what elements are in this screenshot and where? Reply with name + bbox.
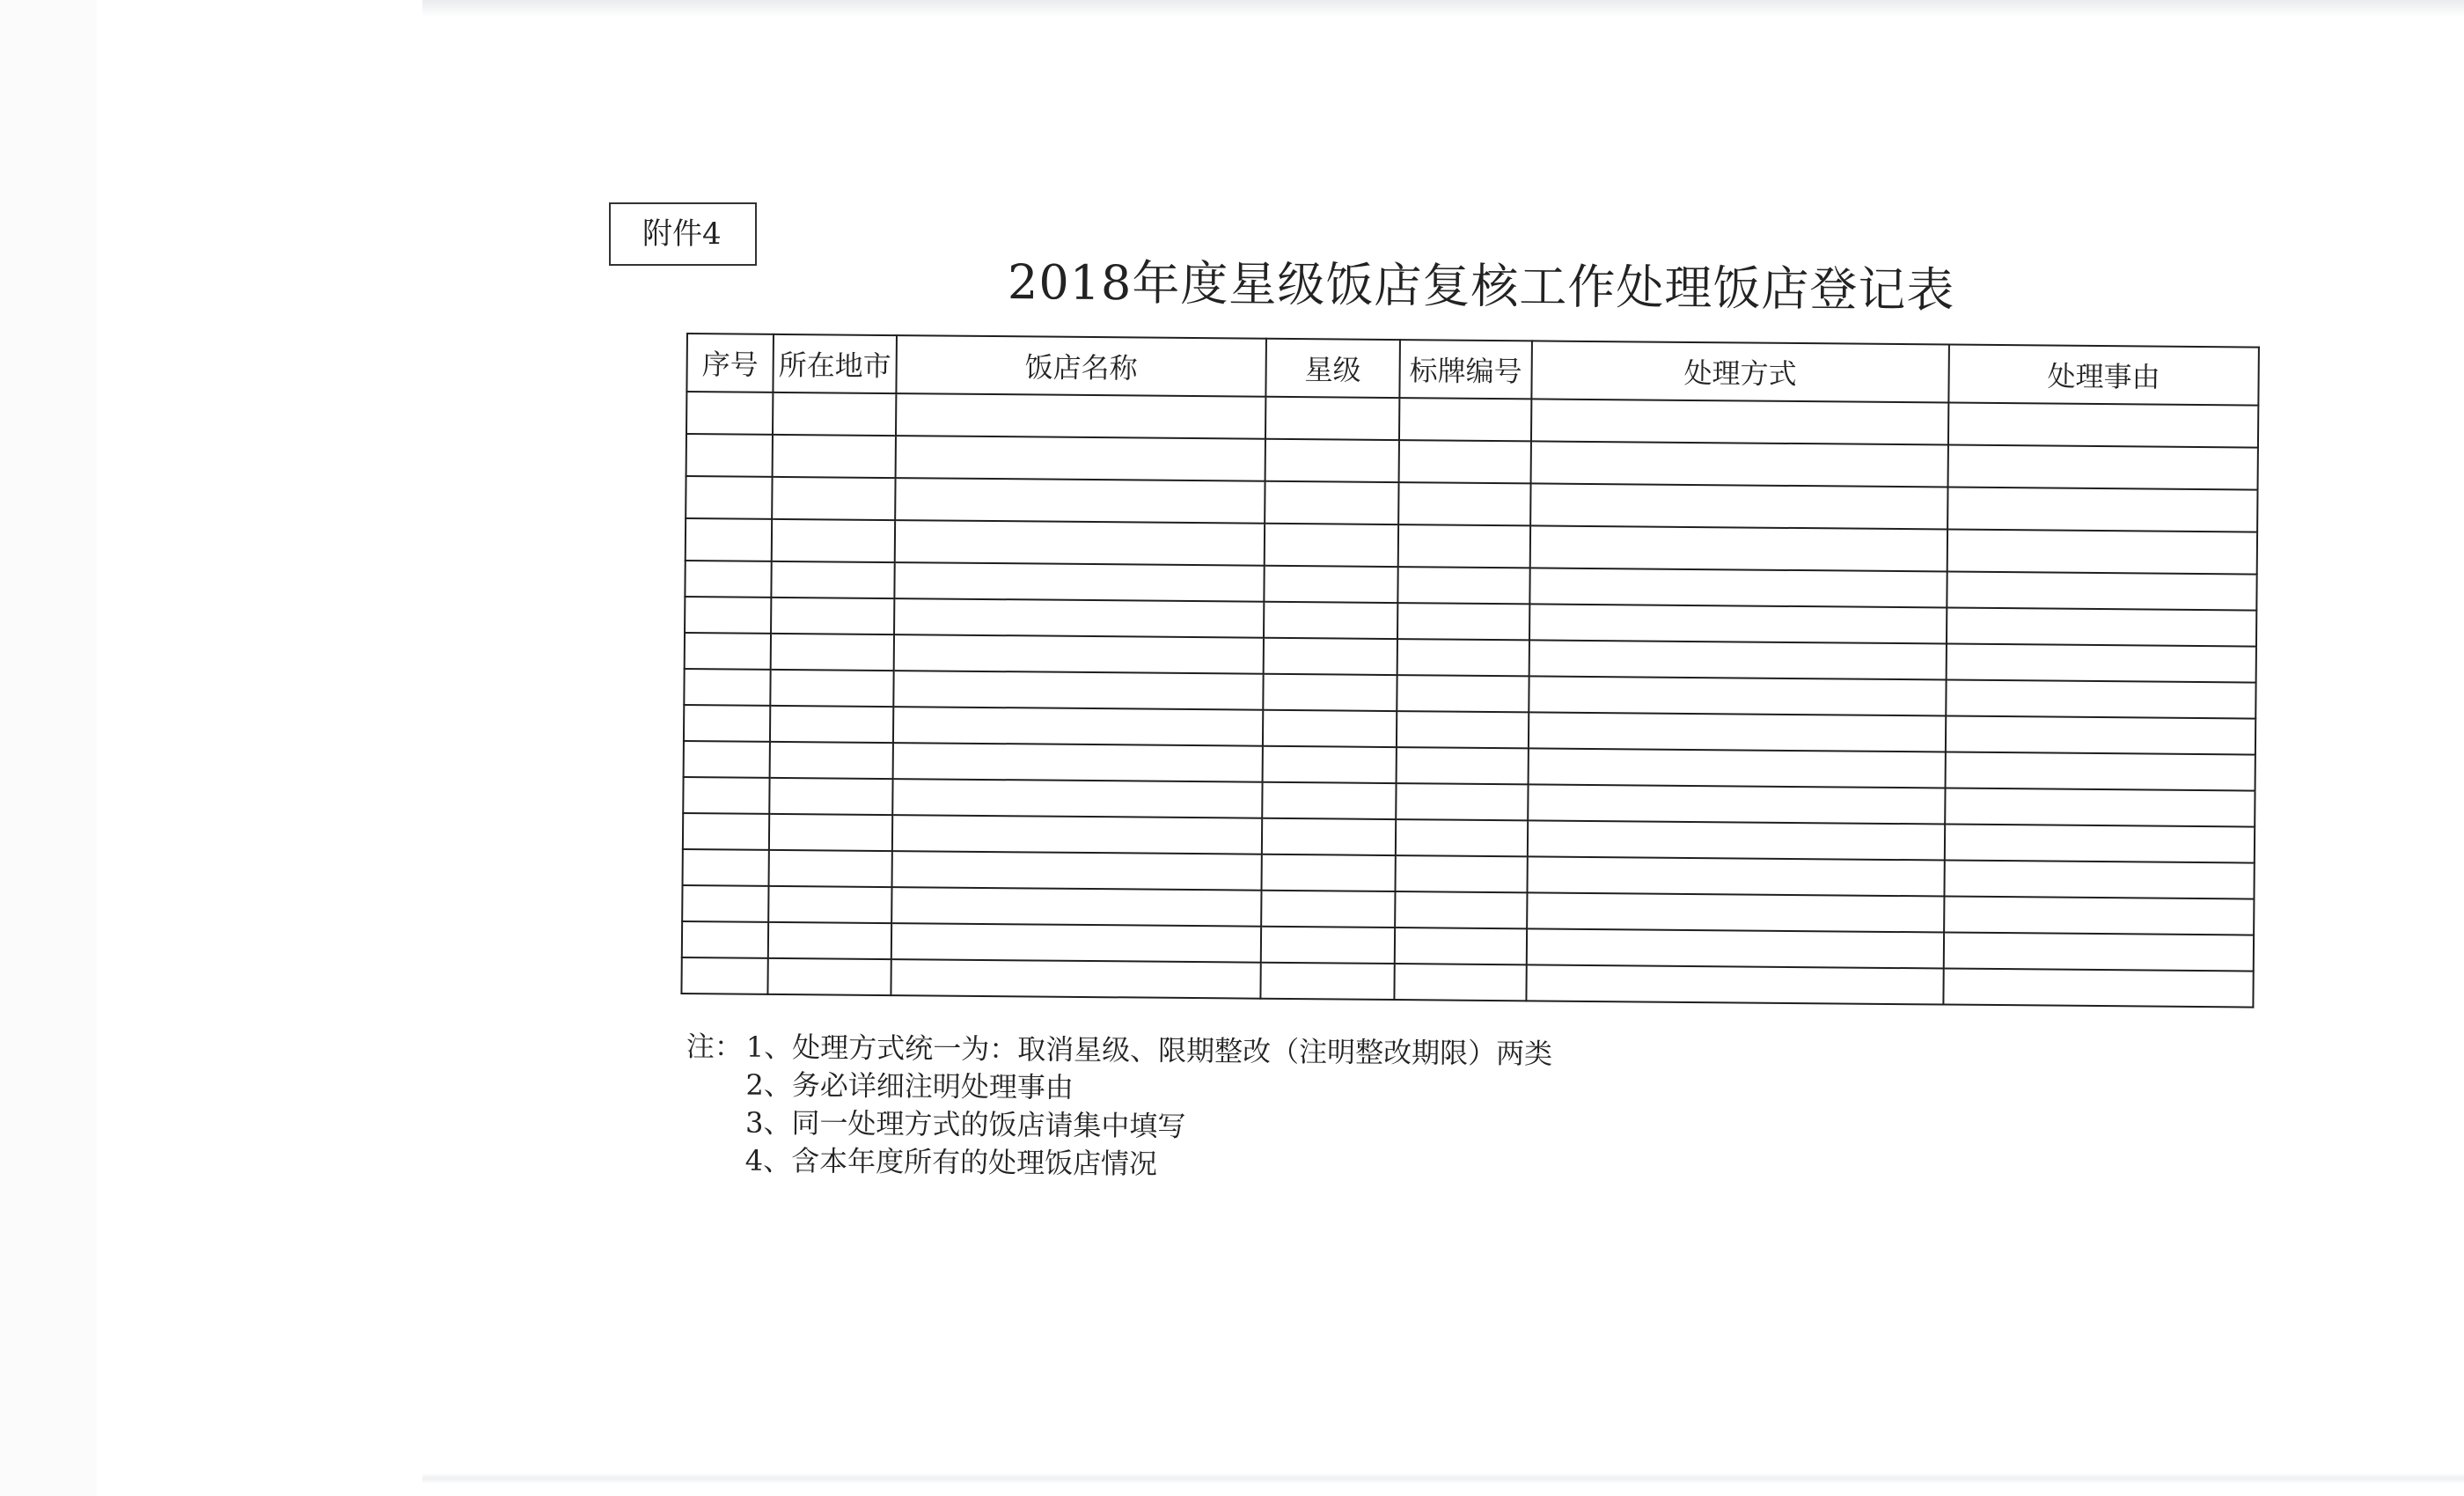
table-cell[interactable] bbox=[1395, 891, 1527, 928]
table-cell[interactable] bbox=[1263, 674, 1397, 711]
table-cell[interactable] bbox=[1397, 567, 1529, 604]
table-cell[interactable] bbox=[893, 671, 1263, 710]
table-cell[interactable] bbox=[1947, 608, 2256, 647]
table-cell[interactable] bbox=[1265, 481, 1398, 524]
table-cell[interactable] bbox=[1947, 572, 2256, 611]
header-hotel-name: 饭店名称 bbox=[896, 335, 1266, 397]
table-cell[interactable] bbox=[1265, 524, 1398, 567]
table-cell[interactable] bbox=[683, 813, 769, 850]
table-cell[interactable] bbox=[1527, 892, 1944, 932]
table-cell[interactable] bbox=[1264, 638, 1397, 675]
table-cell[interactable] bbox=[1947, 530, 2257, 575]
table-cell[interactable] bbox=[1397, 747, 1529, 784]
table-cell[interactable] bbox=[1395, 855, 1527, 892]
table-cell[interactable] bbox=[1944, 932, 2254, 971]
table-cell[interactable] bbox=[1397, 711, 1529, 748]
table-body bbox=[681, 392, 2258, 1008]
table-cell[interactable] bbox=[685, 633, 771, 670]
attachment-label: 附件4 bbox=[609, 202, 757, 266]
table-cell[interactable] bbox=[1399, 398, 1531, 441]
table-cell[interactable] bbox=[768, 922, 891, 959]
table-cell[interactable] bbox=[1398, 524, 1530, 568]
table-cell[interactable] bbox=[686, 392, 773, 435]
table-cell[interactable] bbox=[1526, 964, 1943, 1004]
scan-margin-left bbox=[0, 0, 97, 1496]
header-serial-number: 序号 bbox=[686, 334, 774, 392]
table-cell[interactable] bbox=[1396, 819, 1528, 856]
table-cell[interactable] bbox=[895, 478, 1265, 524]
table-cell[interactable] bbox=[1397, 639, 1529, 676]
table-cell[interactable] bbox=[1399, 440, 1531, 483]
table-cell[interactable] bbox=[892, 815, 1262, 854]
table-cell[interactable] bbox=[1944, 896, 2254, 935]
table-cell[interactable] bbox=[1947, 488, 2257, 532]
table-cell[interactable] bbox=[1264, 566, 1397, 603]
table-cell[interactable] bbox=[1530, 483, 1947, 529]
table-cell[interactable] bbox=[1395, 928, 1527, 964]
table-cell[interactable] bbox=[1262, 818, 1396, 855]
table-cell[interactable] bbox=[894, 598, 1264, 638]
note-text: 2、务必详细注明处理事由 bbox=[745, 1067, 1074, 1104]
table-cell[interactable] bbox=[896, 393, 1265, 439]
hotel-register-table bbox=[680, 333, 2259, 1008]
table-cell[interactable] bbox=[1945, 788, 2255, 827]
table-cell[interactable] bbox=[681, 957, 767, 994]
table-cell[interactable] bbox=[1262, 782, 1396, 819]
table-cell[interactable] bbox=[1397, 603, 1529, 640]
table-cell[interactable] bbox=[891, 959, 1260, 999]
table-cell[interactable] bbox=[771, 598, 894, 634]
table-cell[interactable] bbox=[684, 669, 770, 706]
table-cell[interactable] bbox=[771, 634, 894, 671]
table-cell[interactable] bbox=[1263, 710, 1397, 747]
table-cell[interactable] bbox=[770, 742, 893, 779]
table-cell[interactable] bbox=[891, 887, 1261, 927]
table-cell[interactable] bbox=[894, 634, 1264, 674]
table-cell[interactable] bbox=[1396, 783, 1528, 820]
table-cell[interactable] bbox=[769, 850, 892, 887]
table-cell[interactable] bbox=[683, 849, 769, 886]
page-title: 2018年度星级饭店复核工作处理饭店登记表 bbox=[1007, 254, 1955, 319]
table-cell[interactable] bbox=[893, 707, 1263, 746]
header-city: 所在地市 bbox=[773, 334, 897, 393]
table-cell[interactable] bbox=[893, 743, 1263, 782]
table-cell[interactable] bbox=[895, 520, 1265, 566]
table-cell[interactable] bbox=[686, 434, 773, 477]
note-text: 3、同一处理方式的饭店请集中填写 bbox=[744, 1105, 1186, 1143]
table-cell[interactable] bbox=[1265, 397, 1399, 440]
table-cell[interactable] bbox=[772, 477, 895, 520]
table-cell[interactable] bbox=[682, 885, 768, 922]
table-cell[interactable] bbox=[682, 921, 768, 958]
table-cell[interactable] bbox=[1943, 968, 2253, 1007]
table-cell[interactable] bbox=[892, 779, 1262, 818]
table-cell[interactable] bbox=[1531, 399, 1948, 444]
note-item bbox=[744, 1142, 1551, 1187]
table-cell[interactable] bbox=[1398, 482, 1530, 525]
table-cell[interactable] bbox=[770, 670, 893, 707]
table-cell[interactable] bbox=[1946, 716, 2255, 755]
table-cell[interactable] bbox=[771, 561, 894, 598]
table-cell[interactable] bbox=[773, 435, 896, 478]
table-cell[interactable] bbox=[769, 814, 892, 851]
table-cell[interactable] bbox=[894, 562, 1264, 602]
table-cell[interactable] bbox=[1261, 891, 1395, 928]
table-cell[interactable] bbox=[1264, 602, 1397, 639]
table-cell[interactable] bbox=[1527, 856, 1944, 896]
table-cell[interactable] bbox=[770, 706, 893, 743]
table-cell[interactable] bbox=[1529, 676, 1946, 715]
table-cell[interactable] bbox=[773, 392, 896, 436]
table-cell[interactable] bbox=[685, 561, 771, 598]
header-star-level: 星级 bbox=[1265, 339, 1400, 398]
table-cell[interactable] bbox=[1530, 525, 1947, 571]
header-handling-method: 处理方式 bbox=[1531, 341, 1949, 402]
table-cell[interactable] bbox=[767, 958, 891, 995]
table-cell[interactable] bbox=[1529, 748, 1946, 788]
table-cell[interactable] bbox=[1263, 746, 1397, 783]
table-cell[interactable] bbox=[1260, 963, 1394, 1000]
scan-edge-top bbox=[422, 0, 2464, 18]
table-cell[interactable] bbox=[769, 778, 892, 815]
table-cell[interactable] bbox=[1529, 604, 1947, 643]
table-cell[interactable] bbox=[1528, 820, 1945, 860]
table-cell[interactable] bbox=[1528, 784, 1945, 824]
scan-edge-bottom bbox=[422, 1473, 2464, 1484]
table-cell[interactable] bbox=[1394, 964, 1526, 1001]
table-cell[interactable] bbox=[892, 851, 1262, 891]
table-cell[interactable] bbox=[896, 436, 1265, 481]
table-cell[interactable] bbox=[1947, 644, 2256, 683]
table-cell[interactable] bbox=[1529, 640, 1947, 679]
table-cell[interactable] bbox=[1946, 680, 2255, 719]
table-cell[interactable] bbox=[1529, 568, 1947, 607]
table-cell[interactable] bbox=[1261, 927, 1395, 964]
table-cell[interactable] bbox=[1946, 752, 2255, 791]
register-table-container bbox=[680, 333, 2257, 1008]
table-cell[interactable] bbox=[686, 476, 772, 519]
table-cell[interactable] bbox=[1527, 928, 1944, 968]
table-cell[interactable] bbox=[1945, 825, 2255, 863]
table-cell[interactable] bbox=[1529, 712, 1946, 752]
table-cell[interactable] bbox=[1944, 861, 2254, 899]
table-cell[interactable] bbox=[1948, 403, 2258, 448]
table-cell[interactable] bbox=[684, 705, 770, 742]
notes-lead: 注： bbox=[686, 1029, 743, 1064]
table-cell[interactable] bbox=[772, 519, 895, 562]
table-cell[interactable] bbox=[1948, 445, 2258, 490]
header-handling-reason: 处理事由 bbox=[1948, 345, 2259, 406]
table-cell[interactable] bbox=[1531, 441, 1948, 487]
table-cell[interactable] bbox=[683, 777, 769, 814]
table-cell[interactable] bbox=[1397, 675, 1529, 712]
header-plaque-number: 标牌编号 bbox=[1399, 340, 1532, 399]
table-cell[interactable] bbox=[1265, 439, 1399, 482]
table-cell[interactable] bbox=[768, 886, 891, 923]
table-cell[interactable] bbox=[685, 597, 771, 634]
table-cell[interactable] bbox=[686, 518, 772, 561]
table-cell[interactable] bbox=[891, 923, 1261, 963]
note-text: 4、含本年度所有的处理饭店情况 bbox=[744, 1143, 1158, 1181]
notes-section bbox=[685, 1028, 1552, 1187]
table-cell[interactable] bbox=[684, 741, 770, 778]
note-text: 1、处理方式统一为：取消星级、限期整改（注明整改期限）两类 bbox=[745, 1030, 1553, 1071]
table-cell[interactable] bbox=[1261, 854, 1395, 891]
